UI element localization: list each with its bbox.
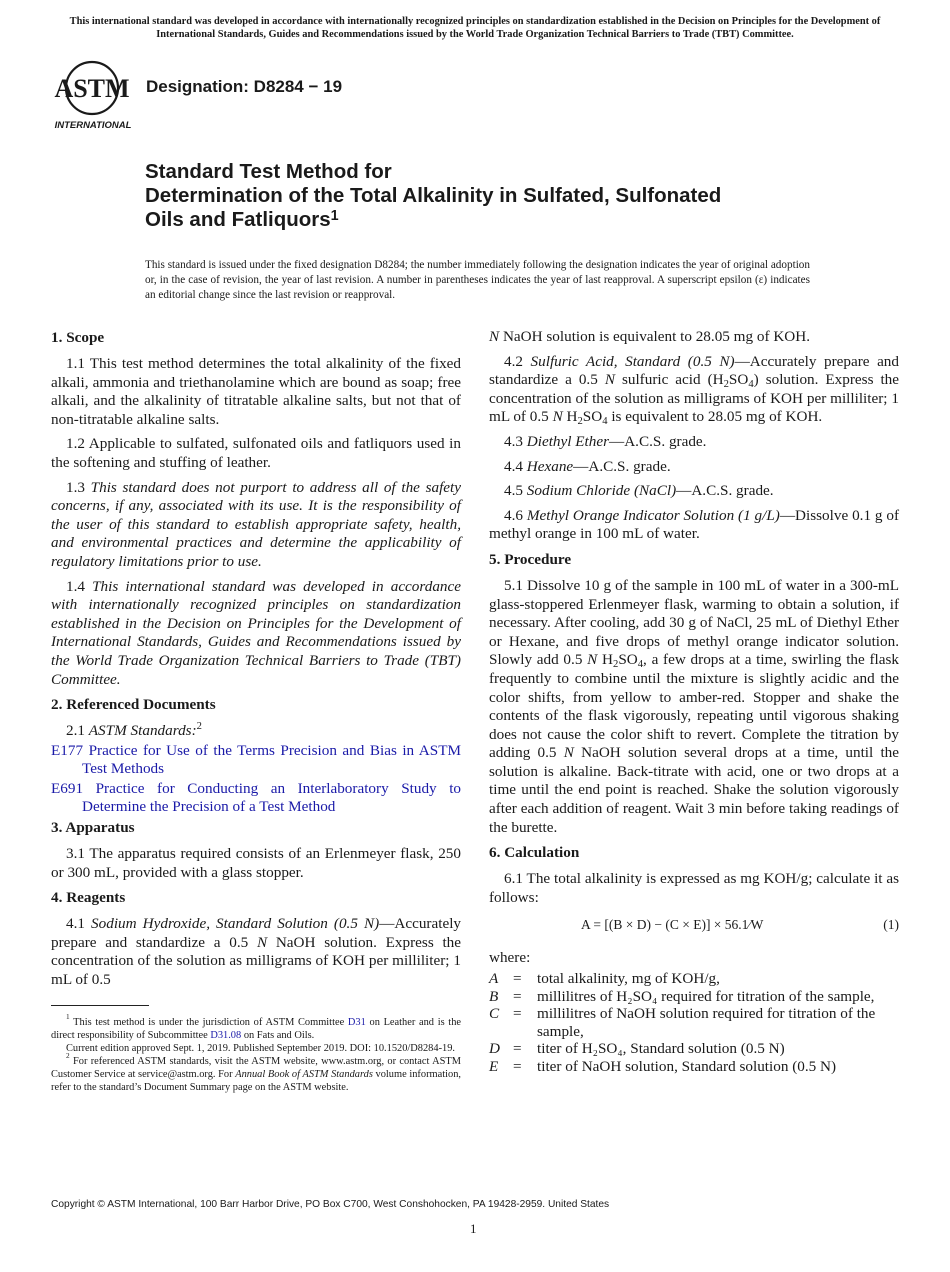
link-d31[interactable]: D31: [347, 1017, 366, 1028]
scope-1-1: 1.1 This test method determines the total alkalinity of the fixed alkali, ammonia and triethanolamine which are bound as soap; free alkali, and the alkalinity of titratable alkaline salts, but not that of non-titratable alkaline salts.: [51, 355, 461, 428]
equation-body: A = [(B × D) − (C × E)] × 56.1⁄W: [581, 917, 764, 933]
equation-number: (1): [883, 917, 899, 933]
procedure-text-b: H: [602, 651, 613, 669]
footnote-1-mark: 1: [66, 1013, 70, 1021]
page-number: 1: [470, 1221, 477, 1236]
def-equals: =: [513, 1005, 522, 1023]
reagent-4-2-text-b: sulfuric acid (H: [621, 371, 724, 389]
subscript: 2: [723, 379, 729, 391]
calculation-6-1: 6.1 The total alkalinity is expressed as mg KOH/g; calculate it as follows:: [489, 870, 899, 906]
designation: Designation: D8284 − 19: [146, 77, 343, 96]
reagent-4-1-part-b: [489, 328, 899, 347]
subscript: 4: [637, 659, 644, 671]
reagent-4-1-num: 4.1: [66, 915, 85, 933]
footnote-1-text-a: This test method is under the jurisdiction of ASTM Committee: [73, 1017, 345, 1028]
footnote-2-mark: 2: [66, 1052, 70, 1060]
title-footnote-mark: 1: [330, 208, 339, 224]
title-line-2: Determination of the Total Alkalinity in Sulfated, Sulfonated: [145, 184, 722, 207]
def-equals: =: [513, 987, 522, 1005]
ref-e177-code[interactable]: E177: [51, 741, 84, 759]
equation-1: [489, 913, 899, 939]
ref-e177[interactable]: [51, 741, 462, 779]
def-text: total alkalinity, mg of KOH/g,: [537, 970, 720, 988]
footnote-1-text-b: on Leather and is the direct responsibility of Subcommittee: [51, 1017, 462, 1041]
n-symbol: N: [489, 328, 500, 345]
reagent-4-2-text-c: SO: [728, 371, 749, 389]
reagent-4-1-part-a: [51, 915, 461, 989]
definition-e: [489, 1058, 899, 1076]
footnote-2-text-a: For referenced ASTM standards, visit the ASTM website, www.astm.org, or contact ASTM Customer Service at service@astm.org. For: [51, 1056, 461, 1080]
n-symbol: N: [552, 408, 563, 426]
def-text: millilitres of NaOH solution required for titration of the sample,: [537, 1005, 876, 1040]
def-symbol: A: [489, 970, 499, 988]
reagent-4-5: [489, 482, 899, 501]
definition-d: [489, 1040, 899, 1058]
reagent-4-3-name: Diethyl Ether: [526, 432, 610, 450]
astm-standards-label: [51, 722, 461, 741]
procedure-text-c: SO: [618, 651, 638, 669]
def-symbol: B: [489, 987, 499, 1005]
reagent-4-2-text-f: SO: [582, 408, 603, 426]
procedure-5-1: [489, 577, 899, 837]
n-symbol: N: [563, 744, 574, 762]
reagents-heading: 4. Reagents: [51, 889, 126, 907]
procedure-text-d: , a few drops at a time, swirling the flask frequently to combine until the mixture is slightly acidic and the color shifts, from yellow to amber-red. Stopper and shake the contents of the flask vigorously, repeating until vigorous shaking does not cause the color shift to revert. Complete the titration by adding 0.5: [489, 651, 900, 762]
subscript: 4: [602, 416, 608, 428]
right-column: [489, 328, 899, 1075]
scope-1-4-num: 1.4: [66, 577, 85, 595]
reagent-4-2-text-g: is equivalent to 28.05 mg of KOH.: [611, 408, 823, 426]
header-notice: This international standard was developed in accordance with internationally recognized principles on standardization established in the Decision on Principles for the Development of International Standards, Guides and Recommendations issued by the World Trade Organization Technical Barriers to Trade (TBT) Committee.: [69, 16, 881, 40]
astm-logo-icon: [50, 58, 136, 134]
left-column: [51, 328, 461, 990]
footnote-rule: [51, 1005, 149, 1006]
link-d31-08[interactable]: D31.08: [210, 1030, 242, 1041]
scope-1-3-text: This standard does not purport to address all of the safety concerns, if any, associated with its use. It is the responsibility of the user of this standard to establish appropriate safety, health, and environmental practices and determine the applicability of regulatory limitations prior to use.: [51, 478, 462, 570]
astm-standards-num: 2.1: [66, 722, 85, 740]
reagent-4-2-name: Sulfuric Acid, Standard (0.5 N): [530, 352, 735, 370]
procedure-heading: 5. Procedure: [489, 550, 572, 568]
reagent-4-6-name: Methyl Orange Indicator Solution (1 g/L): [526, 506, 780, 524]
reagent-4-4: [489, 458, 899, 477]
reagent-4-4-name: Hexane: [526, 457, 574, 475]
def-symbol: E: [489, 1057, 499, 1075]
apparatus-heading: 3. Apparatus: [51, 819, 135, 837]
scope-1-4: [51, 578, 461, 690]
reagent-4-6-num: 4.6: [504, 506, 523, 524]
reagent-4-5-num: 4.5: [504, 482, 523, 500]
def-equals: =: [513, 970, 522, 988]
scope-1-3: [51, 479, 461, 572]
ref-e177-text[interactable]: Practice for Use of the Terms Precision and Bias in ASTM Test Methods: [82, 741, 462, 778]
reagent-4-2-text-a: —Accurately prepare and standardize a 0.5: [489, 352, 899, 389]
reagent-4-1-text-c: NaOH solution is equivalent to 28.05 mg of KOH.: [502, 328, 811, 345]
footnote-2: [51, 1052, 461, 1094]
reagent-4-1-text-b: NaOH solution. Express the concentration of the solution as milligrams of KOH per milliliter; 1 mL of 0.5: [51, 933, 462, 989]
reagent-4-3: [489, 433, 899, 452]
n-symbol: N: [587, 651, 598, 669]
astm-standards-text: ASTM Standards:: [88, 722, 197, 740]
reagent-4-1-text-a: —Accurately prepare and standardize a 0.5: [51, 915, 462, 951]
reagent-4-3-num: 4.3: [504, 432, 523, 450]
logo-letters: ASTM: [54, 74, 130, 103]
def-text: millilitres of H₂SO₄ required for titration of the sample,: [537, 987, 875, 1005]
reagent-4-5-text: —A.C.S. grade.: [676, 482, 774, 500]
definition-a: [489, 970, 899, 988]
scope-1-4-text: This international standard was developed in accordance with internationally recognized principles on standardization established in the Decision on Principles for the Development of International Standards, Guides and Recommendations issued by the World Trade Organization Technical Barriers to Trade (TBT) Committee.: [51, 577, 462, 688]
title-line-3-text: Oils and Fatliquors: [145, 208, 331, 231]
reagent-4-4-num: 4.4: [504, 457, 523, 475]
reagent-4-6: [489, 507, 899, 544]
footnote-1-text-c: on Fats and Oils.: [243, 1030, 315, 1041]
def-equals: =: [513, 1057, 522, 1075]
ref-e691-text[interactable]: Practice for Conducting an Interlaboratory Study to Determine the Precision of a Test Method: [82, 779, 462, 816]
def-text: titer of H₂SO₄, Standard solution (0.5 N): [537, 1040, 785, 1058]
title-line-1: Standard Test Method for: [145, 160, 392, 183]
reagent-4-1-name: Sodium Hydroxide, Standard Solution (0.5 N): [91, 915, 380, 933]
referenced-heading: 2. Referenced Documents: [51, 696, 216, 714]
calculation-heading: 6. Calculation: [489, 844, 580, 862]
def-symbol: C: [489, 1005, 500, 1023]
footnote-1: [51, 1013, 462, 1042]
footnote-edition: Current edition approved Sept. 1, 2019. Published September 2019. DOI: 10.1520/D8284-19.: [66, 1043, 456, 1054]
reagent-4-2-text-e: H: [566, 408, 578, 426]
astm-logo: [50, 58, 136, 134]
document-title: [145, 160, 845, 232]
reagent-4-2-num: 4.2: [504, 352, 523, 370]
footnote-2-text-b: volume information, refer to the standard’s Document Summary page on the ASTM website.: [51, 1069, 461, 1093]
reagent-4-6-text: —Dissolve 0.1 g of methyl orange in 100 mL of water.: [489, 506, 900, 543]
scope-heading: 1. Scope: [51, 329, 105, 346]
ref-e691[interactable]: [51, 779, 462, 817]
footnote-2-italic: Annual Book of ASTM Standards: [235, 1069, 373, 1080]
def-equals: =: [513, 1040, 522, 1058]
reagent-4-3-text: —A.C.S. grade.: [609, 432, 707, 450]
subscript: 2: [577, 416, 583, 428]
subscript: 4: [748, 379, 754, 391]
scope-1-2: 1.2 Applicable to sulfated, sulfonated oils and fatliquors used in the softening and stuffing of leather.: [51, 435, 461, 471]
definition-c: [489, 1005, 899, 1040]
title-line-3: [145, 208, 845, 232]
procedure-text-e: NaOH solution several drops at a time, until the solution is alkaline. Back-titrate with acid, one or two drops at a time until the end point is reached. Shake the solution vigorously after each addition of reagent. Wait 3 min before taking readings of the burette.: [489, 744, 900, 836]
variable-definitions: [489, 970, 899, 1075]
apparatus-3-1: 3.1 The apparatus required consists of an Erlenmeyer flask, 250 or 300 mL, provided with a glass stopper.: [51, 845, 461, 881]
scope-1-3-num: 1.3: [66, 478, 85, 496]
def-symbol: D: [489, 1040, 500, 1058]
subscript: 2: [613, 659, 619, 671]
procedure-text-a: 5.1 Dissolve 10 g of the sample in 100 mL of water in a 300-mL glass-stoppered Erlenmeyer flask, warming to obtain a solution, if necessary. After cooling, add 30 g of NaCl, 25 mL of Diethyl Ether or Hexane, and five drops of methyl orange indicator solution. Slowly add 0.5: [489, 576, 899, 669]
reagent-4-5-name: Sodium Chloride (NaCl): [526, 482, 677, 500]
logo-word: INTERNATIONAL: [54, 120, 132, 131]
astm-standards-mark: 2: [196, 721, 202, 733]
where-label: where:: [489, 949, 531, 967]
footnotes: [51, 1013, 462, 1094]
issued-note: This standard is issued under the fixed designation D8284; the number immediately following the designation indicates the year of original adoption or, in the case of revision, the year of last revision. A number in parentheses indicates the year of last reapproval. A superscript epsilon (ε) indicates an editorial change since the last revision or reapproval.: [145, 259, 810, 301]
n-symbol: N: [256, 933, 268, 951]
reagent-4-4-text: —A.C.S. grade.: [573, 457, 671, 475]
def-text: titer of NaOH solution, Standard solution (0.5 N): [537, 1057, 837, 1075]
definition-b: [489, 988, 899, 1006]
reagent-4-2: [489, 353, 899, 427]
n-symbol: N: [604, 371, 615, 389]
reagent-4-2-text-d: ) solution. Express the concentration of the solution as milligrams of KOH per milliliter; 1 mL of 0.5: [489, 371, 900, 426]
ref-e691-code[interactable]: E691: [51, 779, 84, 797]
copyright: Copyright © ASTM International, 100 Barr Harbor Drive, PO Box C700, West Conshohocken, PA 19428-2959. United States: [51, 1199, 610, 1210]
